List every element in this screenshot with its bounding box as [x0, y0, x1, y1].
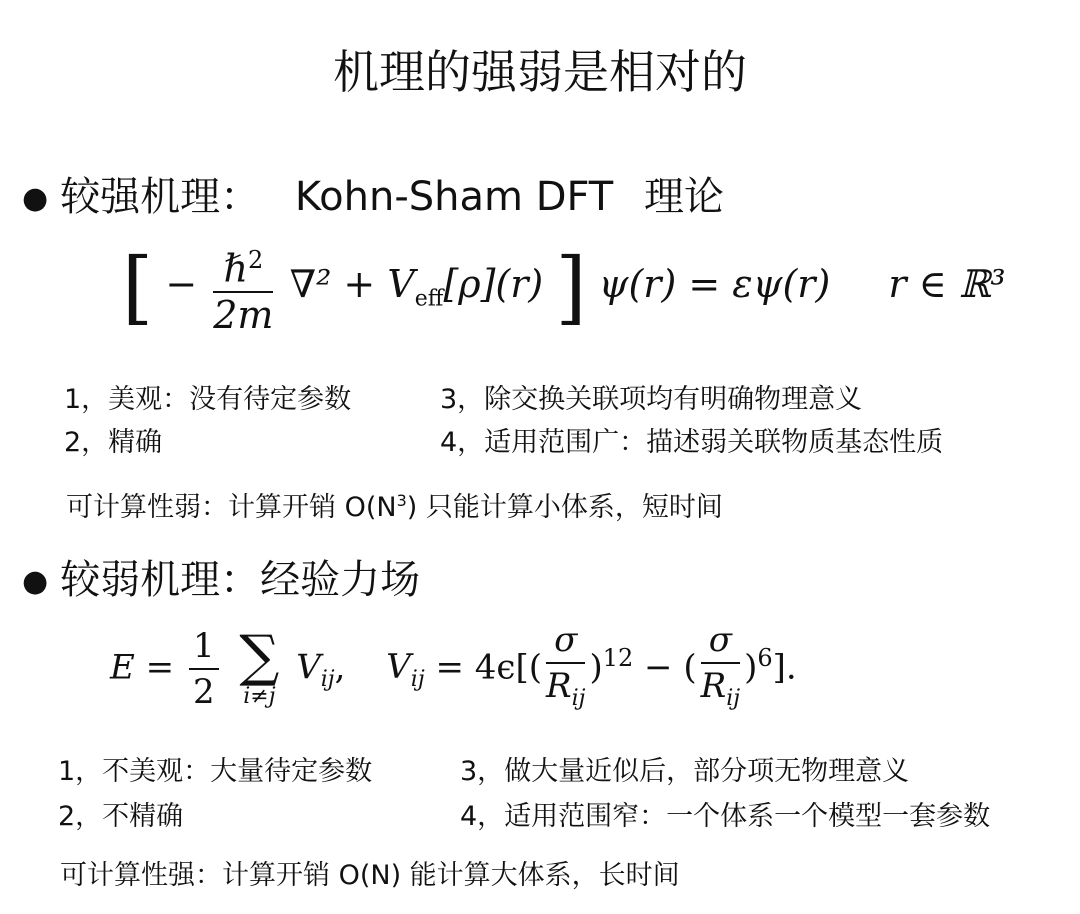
section1-heading-suffix: 理论: [643, 174, 724, 220]
section1-compute-note: 可计算性弱：计算开销 $O(N^3)$ 只能计算小体系，短时间: [66, 491, 723, 523]
kinetic-fraction: $\frac{\hbar^2}{2m}$: [213, 238, 273, 337]
section2-point-2: 2，不精确: [58, 801, 184, 832]
page-title: 机理的强弱是相对的: [333, 45, 747, 99]
section2-compute-note: 可计算性强：计算开销 O(N) 能计算大体系，长时间: [60, 860, 680, 891]
section1-point-1: 1，美观：没有待定参数: [64, 384, 352, 415]
section1-point-3: 3，除交换关联项均有明确物理意义: [440, 384, 863, 415]
section2-heading-text: 较弱机理：经验力场: [60, 557, 421, 603]
section1-point-2: 2，精确: [64, 427, 163, 458]
section2-heading: [22, 555, 420, 607]
section2-point-3: 3，做大量近似后，部分项无物理意义: [460, 756, 910, 787]
bullet-icon: ●: [22, 181, 49, 216]
section2-point-1: 1，不美观：大量待定参数: [58, 756, 373, 787]
bullet-icon: ●: [22, 564, 49, 599]
section1-point-4: 4，适用范围广：描述弱关联物质基态性质: [440, 427, 944, 458]
section1-heading: [22, 172, 724, 224]
section1-heading-name: Kohn-Sham DFT: [294, 174, 614, 220]
summation-symbol: ∑ i≠j: [239, 624, 280, 710]
half-fraction: $\frac{1}{2}$: [189, 624, 219, 714]
kohn-sham-equation: [ − $\frac{\hbar^2}{2m}$ $\nabla^2 + V_{eff}[\rho](r)$ ] ψ(r) = εψ(r) r ∈ ℝ³: [122, 238, 1006, 337]
section2-point-4: 4，适用范围窄：一个体系一个模型一套参数: [460, 801, 991, 832]
force-field-equation: E = $\frac{1}{2}$ ∑ i≠j $V_{ij}$, $V_{ij} = 4\epsilon$[( $\frac{\sigma}{R_{ij}}$ )$^{12}$ − ( $\frac{\sigma}{R_{ij}}$ )$^6$].: [110, 620, 797, 713]
section1-heading-prefix: 较强机理：: [60, 174, 261, 220]
